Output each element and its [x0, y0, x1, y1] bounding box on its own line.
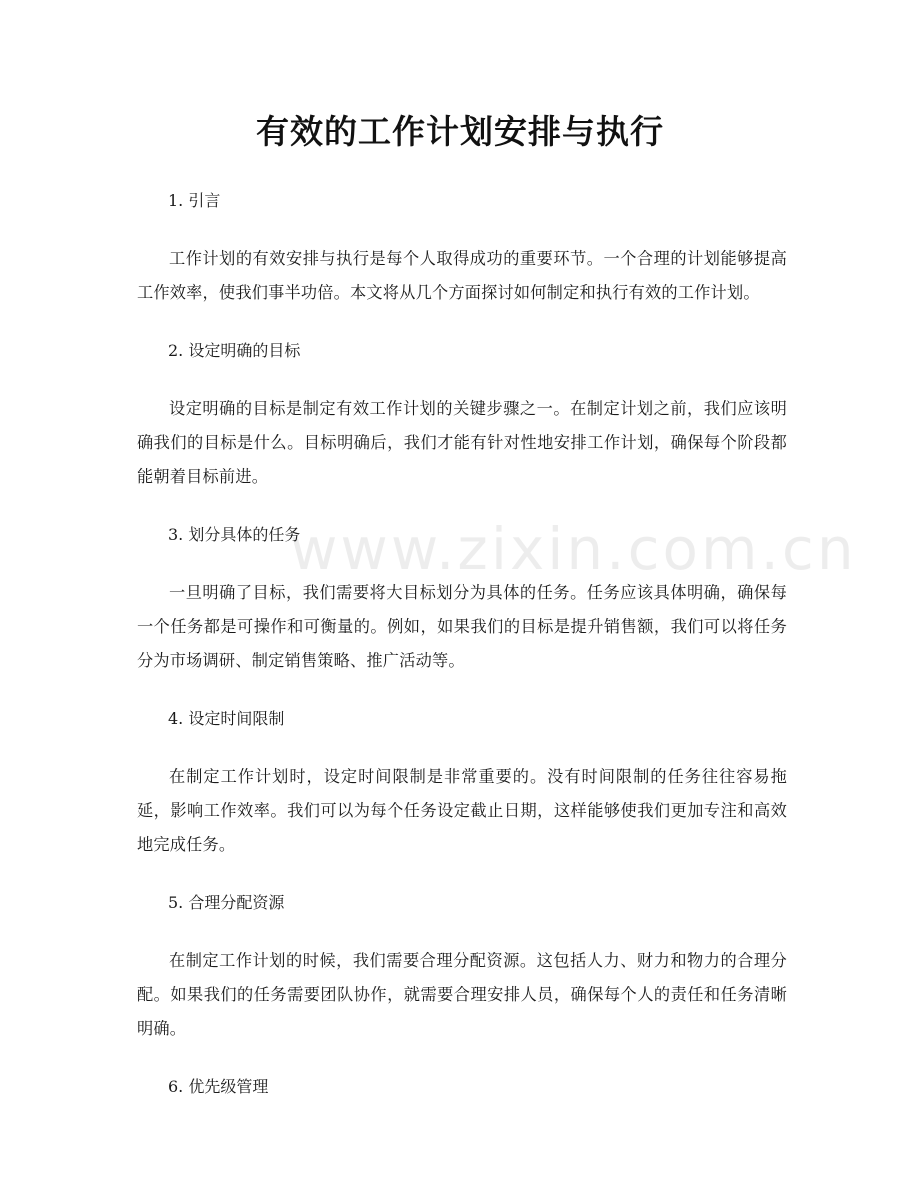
section-heading: 5. 合理分配资源 [168, 893, 285, 912]
section-heading: 4. 设定时间限制 [168, 709, 285, 728]
document-body [137, 180, 787, 1108]
document-title: 有效的工作计划安排与执行 [256, 112, 664, 151]
section-paragraph: 工作计划的有效安排与执行是每个人取得成功的重要环节。一个合理的计划能够提高工作效率，使我们事半功倍。本文将从几个方面探讨如何制定和执行有效的工作计划。 [137, 249, 787, 302]
section-heading: 2. 设定明确的目标 [168, 341, 301, 360]
section-heading: 1. 引言 [168, 191, 221, 210]
section-heading: 6. 优先级管理 [168, 1077, 269, 1096]
section-heading: 3. 划分具体的任务 [168, 525, 301, 544]
watermark: www.zixin.com.cn [290, 515, 857, 583]
section-paragraph: 设定明确的目标是制定有效工作计划的关键步骤之一。在制定计划之前，我们应该明确我们的目标是什么。目标明确后，我们才能有针对性地安排工作计划，确保每个阶段都能朝着目标前进。 [137, 399, 787, 486]
section-paragraph: 一旦明确了目标，我们需要将大目标划分为具体的任务。任务应该具体明确，确保每一个任务都是可操作和可衡量的。例如，如果我们的目标是提升销售额，我们可以将任务分为市场调研、制定销售策略、推广活动等。 [137, 583, 787, 670]
section-paragraph: 在制定工作计划的时候，我们需要合理分配资源。这包括人力、财力和物力的合理分配。如果我们的任务需要团队协作，就需要合理安排人员，确保每个人的责任和任务清晰明确。 [137, 951, 787, 1038]
section-paragraph: 在制定工作计划时，设定时间限制是非常重要的。没有时间限制的任务往往容易拖延，影响工作效率。我们可以为每个任务设定截止日期，这样能够使我们更加专注和高效地完成任务。 [137, 767, 787, 854]
